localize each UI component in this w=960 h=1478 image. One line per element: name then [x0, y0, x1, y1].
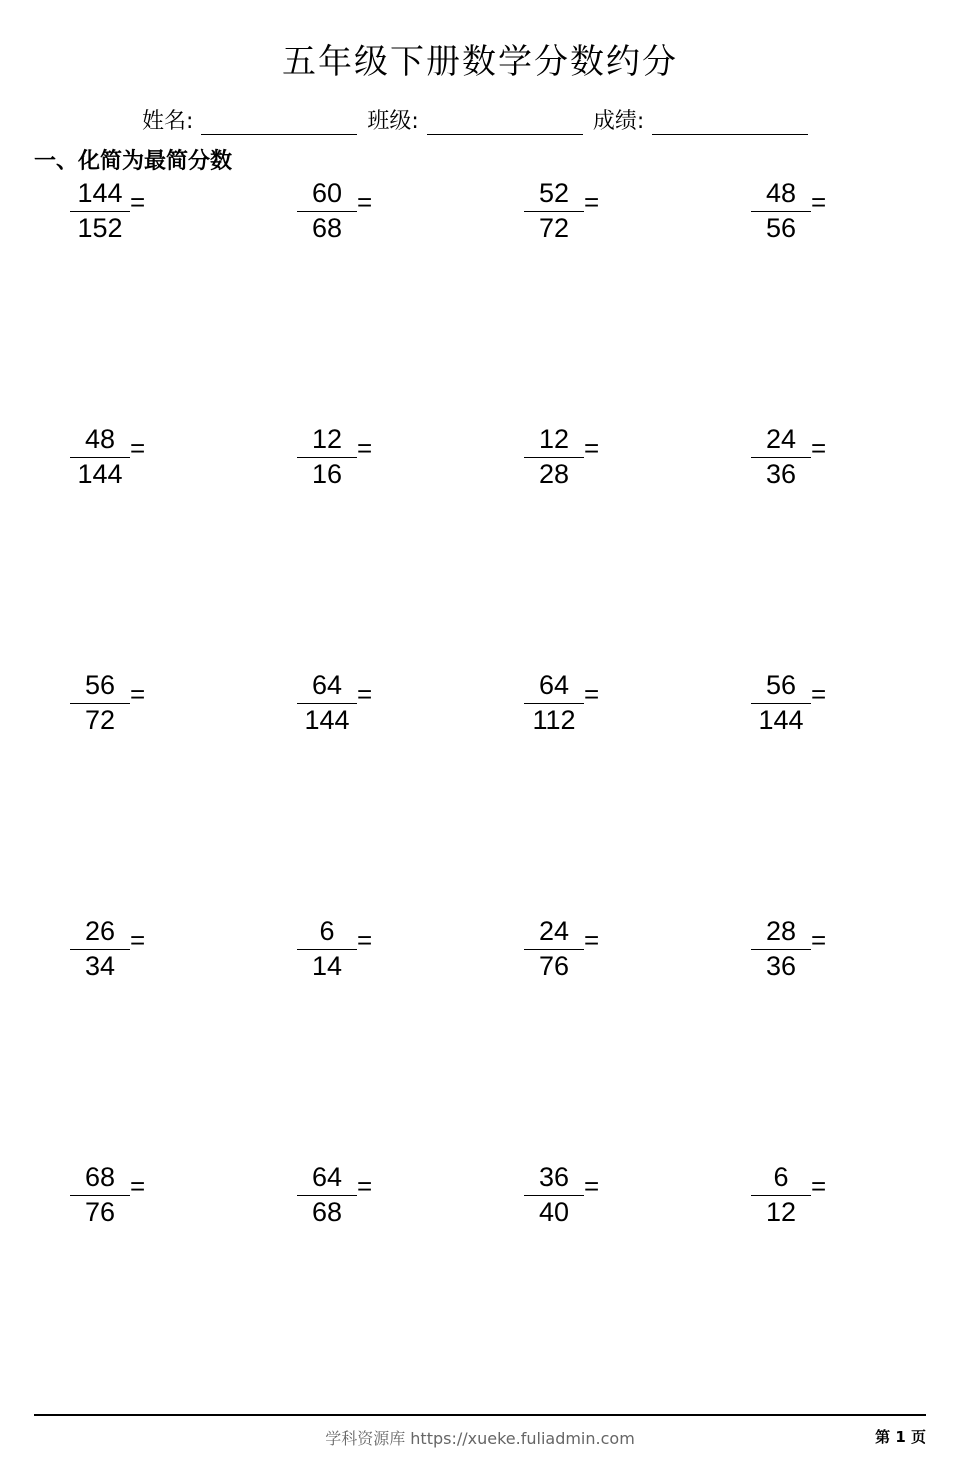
name-blank[interactable]	[201, 112, 357, 135]
numerator: 6	[773, 1162, 789, 1192]
equals-sign: =	[130, 433, 146, 463]
fraction-bar	[524, 1195, 584, 1196]
fraction-problem	[70, 670, 170, 742]
equals-sign: =	[811, 1171, 827, 1201]
fraction-problem	[524, 178, 624, 250]
fraction-problem	[524, 1162, 624, 1234]
denominator: 68	[311, 213, 343, 243]
numerator: 64	[538, 670, 570, 700]
fraction-bar	[751, 703, 811, 704]
fraction-bar	[297, 457, 357, 458]
page-title: 五年级下册数学分数约分	[282, 42, 678, 82]
numerator: 68	[84, 1162, 116, 1192]
equals-sign: =	[584, 1171, 600, 1201]
numerator: 56	[84, 670, 116, 700]
fraction-bar	[70, 949, 130, 950]
numerator: 144	[77, 178, 123, 208]
denominator: 56	[765, 213, 797, 243]
score-blank[interactable]	[652, 112, 808, 135]
fraction-bar	[524, 211, 584, 212]
fraction-problem	[297, 670, 397, 742]
fraction-problem	[70, 178, 170, 250]
fraction-problem	[751, 424, 851, 496]
section-title: 一、化简为最简分数	[34, 149, 233, 174]
student-info-row	[142, 104, 818, 135]
fraction-bar	[297, 949, 357, 950]
name-field	[142, 104, 357, 135]
equals-sign: =	[811, 925, 827, 955]
class-label: 班级:	[367, 109, 419, 134]
denominator: 72	[84, 705, 116, 735]
equals-sign: =	[584, 925, 600, 955]
fraction-problem	[524, 424, 624, 496]
denominator: 76	[84, 1197, 116, 1227]
equals-sign: =	[357, 679, 373, 709]
denominator: 36	[765, 459, 797, 489]
fraction-problem	[297, 1162, 397, 1234]
equals-sign: =	[130, 679, 146, 709]
equals-sign: =	[130, 1171, 146, 1201]
equals-sign: =	[584, 433, 600, 463]
numerator: 64	[311, 1162, 343, 1192]
fraction-problem	[751, 178, 851, 250]
fraction-problem	[751, 1162, 851, 1234]
denominator: 34	[84, 951, 116, 981]
fraction-problem	[70, 1162, 170, 1234]
denominator: 28	[538, 459, 570, 489]
denominator: 40	[538, 1197, 570, 1227]
fraction-problem	[70, 916, 170, 988]
denominator: 12	[765, 1197, 797, 1227]
denominator: 144	[304, 705, 350, 735]
denominator: 144	[758, 705, 804, 735]
denominator: 68	[311, 1197, 343, 1227]
numerator: 36	[538, 1162, 570, 1192]
fraction-problem	[297, 178, 397, 250]
denominator: 144	[77, 459, 123, 489]
fraction-bar	[70, 703, 130, 704]
fraction-bar	[751, 211, 811, 212]
page-number: 第 1 页	[875, 1428, 926, 1446]
fraction-bar	[297, 703, 357, 704]
fraction-bar	[524, 457, 584, 458]
equals-sign: =	[357, 925, 373, 955]
denominator: 14	[311, 951, 343, 981]
footer-divider	[34, 1414, 926, 1416]
equals-sign: =	[130, 925, 146, 955]
equals-sign: =	[357, 187, 373, 217]
fraction-bar	[70, 457, 130, 458]
denominator: 112	[532, 705, 576, 735]
fraction-problem	[297, 424, 397, 496]
numerator: 12	[311, 424, 343, 454]
numerator: 6	[319, 916, 335, 946]
equals-sign: =	[357, 1171, 373, 1201]
fraction-bar	[70, 211, 130, 212]
fraction-bar	[751, 949, 811, 950]
numerator: 26	[84, 916, 116, 946]
numerator: 48	[84, 424, 116, 454]
denominator: 72	[538, 213, 570, 243]
fraction-bar	[524, 949, 584, 950]
equals-sign: =	[811, 679, 827, 709]
equals-sign: =	[130, 187, 146, 217]
fraction-bar	[297, 211, 357, 212]
fraction-problem	[297, 916, 397, 988]
numerator: 60	[311, 178, 343, 208]
numerator: 24	[538, 916, 570, 946]
name-label: 姓名:	[142, 109, 194, 134]
fraction-problem	[524, 916, 624, 988]
fraction-problem	[751, 916, 851, 988]
equals-sign: =	[584, 187, 600, 217]
score-field	[593, 104, 808, 135]
fraction-bar	[70, 1195, 130, 1196]
fraction-bar	[524, 703, 584, 704]
fraction-bar	[297, 1195, 357, 1196]
numerator: 52	[538, 178, 570, 208]
numerator: 28	[765, 916, 797, 946]
denominator: 152	[77, 213, 123, 243]
denominator: 36	[765, 951, 797, 981]
fraction-problem	[751, 670, 851, 742]
class-field	[367, 104, 582, 135]
numerator: 12	[538, 424, 570, 454]
class-blank[interactable]	[427, 112, 583, 135]
score-label: 成绩:	[592, 109, 645, 134]
fraction-problem	[70, 424, 170, 496]
numerator: 64	[311, 670, 343, 700]
denominator: 16	[311, 459, 343, 489]
numerator: 48	[765, 178, 797, 208]
equals-sign: =	[584, 679, 600, 709]
equals-sign: =	[811, 433, 827, 463]
equals-sign: =	[357, 433, 373, 463]
denominator: 76	[538, 951, 570, 981]
numerator: 24	[765, 424, 797, 454]
fraction-bar	[751, 1195, 811, 1196]
fraction-problem	[524, 670, 624, 742]
equals-sign: =	[811, 187, 827, 217]
footer-source: 学科资源库 https://xueke.fuliadmin.com	[325, 1429, 635, 1448]
fraction-bar	[751, 457, 811, 458]
numerator: 56	[765, 670, 797, 700]
